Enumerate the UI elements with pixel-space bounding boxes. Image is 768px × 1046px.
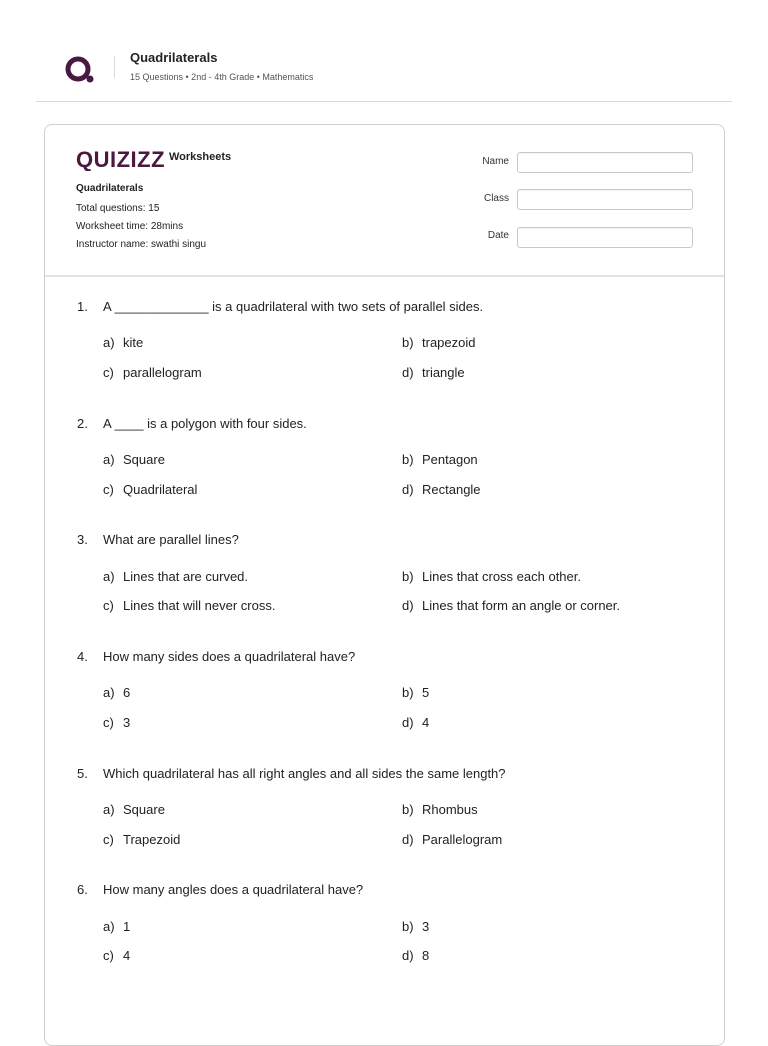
option-d[interactable] — [402, 365, 465, 380]
option-text: trapezoid — [422, 335, 476, 350]
question-number: 5. — [77, 766, 88, 781]
option-letter: a) — [103, 685, 115, 700]
question-number: 6. — [77, 882, 88, 897]
option-text: Square — [123, 452, 165, 467]
name-label: Name — [482, 156, 509, 167]
option-b[interactable] — [402, 685, 429, 700]
option-letter: c) — [103, 598, 114, 613]
option-text: Lines that form an angle or corner. — [422, 598, 621, 613]
option-b[interactable] — [402, 802, 478, 817]
option-text: parallelogram — [123, 365, 202, 380]
question-text: What are parallel lines? — [103, 532, 239, 547]
option-b[interactable] — [402, 569, 581, 584]
option-text: Rectangle — [422, 482, 481, 497]
option-text: 4 — [422, 715, 430, 730]
option-c[interactable] — [103, 832, 180, 847]
option-letter: b) — [402, 919, 414, 934]
page-header — [0, 0, 768, 102]
option-c[interactable] — [103, 598, 275, 613]
question-text: Which quadrilateral has all right angles and all sides the same length? — [103, 766, 506, 781]
option-a[interactable] — [103, 802, 165, 817]
option-letter: b) — [402, 335, 414, 350]
option-text: Pentagon — [422, 452, 478, 467]
date-field[interactable] — [517, 227, 693, 248]
option-letter: c) — [103, 715, 114, 730]
option-letter: b) — [402, 452, 414, 467]
question-number: 2. — [77, 416, 88, 431]
option-letter: a) — [103, 335, 115, 350]
option-d[interactable] — [402, 715, 429, 730]
option-letter: a) — [103, 919, 115, 934]
date-label: Date — [487, 230, 509, 241]
name-field[interactable] — [517, 152, 693, 173]
question-number: 4. — [77, 649, 88, 664]
worksheet-header — [45, 125, 724, 277]
quizizz-brand-logo — [76, 147, 166, 171]
option-text: triangle — [422, 365, 465, 380]
option-c[interactable] — [103, 948, 130, 963]
option-c[interactable] — [103, 715, 130, 730]
option-text: Parallelogram — [422, 832, 503, 847]
brand-suffix: Worksheets — [169, 151, 232, 163]
class-field[interactable] — [517, 189, 693, 210]
option-text: 8 — [422, 948, 430, 963]
worksheet-title: Quadrilaterals — [76, 183, 144, 194]
option-letter: c) — [103, 832, 114, 847]
option-c[interactable] — [103, 482, 197, 497]
option-letter: a) — [103, 452, 115, 467]
option-letter: d) — [402, 598, 414, 613]
option-a[interactable] — [103, 569, 248, 584]
option-letter: d) — [402, 948, 414, 963]
option-b[interactable] — [402, 919, 429, 934]
worksheet-time: Worksheet time: 28mins — [76, 221, 184, 232]
question-number: 3. — [77, 532, 88, 547]
option-letter: c) — [103, 948, 114, 963]
option-text: Square — [123, 802, 165, 817]
option-text: 3 — [422, 919, 430, 934]
header-rule — [36, 101, 732, 102]
option-text: Lines that cross each other. — [422, 569, 581, 584]
option-letter: d) — [402, 832, 414, 847]
header-divider — [114, 56, 115, 78]
option-text: 4 — [123, 948, 131, 963]
option-letter: a) — [103, 802, 115, 817]
option-a[interactable] — [103, 335, 143, 350]
option-d[interactable] — [402, 598, 620, 613]
option-d[interactable] — [402, 832, 502, 847]
quizizz-q-logo-icon[interactable] — [64, 55, 96, 85]
option-text: 6 — [123, 685, 131, 700]
instructor-name: Instructor name: swathi singu — [76, 239, 207, 250]
question-text: A ____ is a polygon with four sides. — [103, 416, 307, 431]
option-text: Lines that will never cross. — [123, 598, 276, 613]
question-number: 1. — [77, 299, 88, 314]
option-letter: b) — [402, 802, 414, 817]
worksheet-card — [44, 124, 725, 1046]
option-a[interactable] — [103, 685, 130, 700]
option-a[interactable] — [103, 452, 165, 467]
total-questions: Total questions: 15 — [76, 203, 160, 214]
option-text: Trapezoid — [123, 832, 181, 847]
option-letter: d) — [402, 482, 414, 497]
option-text: 1 — [123, 919, 131, 934]
option-letter: a) — [103, 569, 115, 584]
option-text: Rhombus — [422, 802, 478, 817]
option-d[interactable] — [402, 482, 481, 497]
option-a[interactable] — [103, 919, 130, 934]
option-text: 3 — [123, 715, 131, 730]
brand-text: QUIZIZZ — [76, 147, 166, 171]
question-text: A _____________ is a quadrilateral with two sets of parallel sides. — [103, 299, 484, 314]
question-text: How many angles does a quadrilateral have? — [103, 882, 364, 897]
option-b[interactable] — [402, 335, 475, 350]
page-meta: 15 Questions • 2nd - 4th Grade • Mathematics — [130, 72, 314, 82]
option-letter: d) — [402, 715, 414, 730]
option-b[interactable] — [402, 452, 478, 467]
class-label: Class — [483, 193, 509, 204]
option-text: Lines that are curved. — [123, 569, 249, 584]
option-letter: b) — [402, 685, 414, 700]
option-letter: c) — [103, 482, 114, 497]
option-text: kite — [123, 335, 144, 350]
option-letter: d) — [402, 365, 414, 380]
option-letter: b) — [402, 569, 414, 584]
option-text: Quadrilateral — [123, 482, 198, 497]
option-letter: c) — [103, 365, 114, 380]
option-d[interactable] — [402, 948, 429, 963]
option-c[interactable] — [103, 365, 202, 380]
page-title: Quadrilaterals — [130, 50, 218, 65]
question-text: How many sides does a quadrilateral have? — [103, 649, 356, 664]
option-text: 5 — [422, 685, 430, 700]
